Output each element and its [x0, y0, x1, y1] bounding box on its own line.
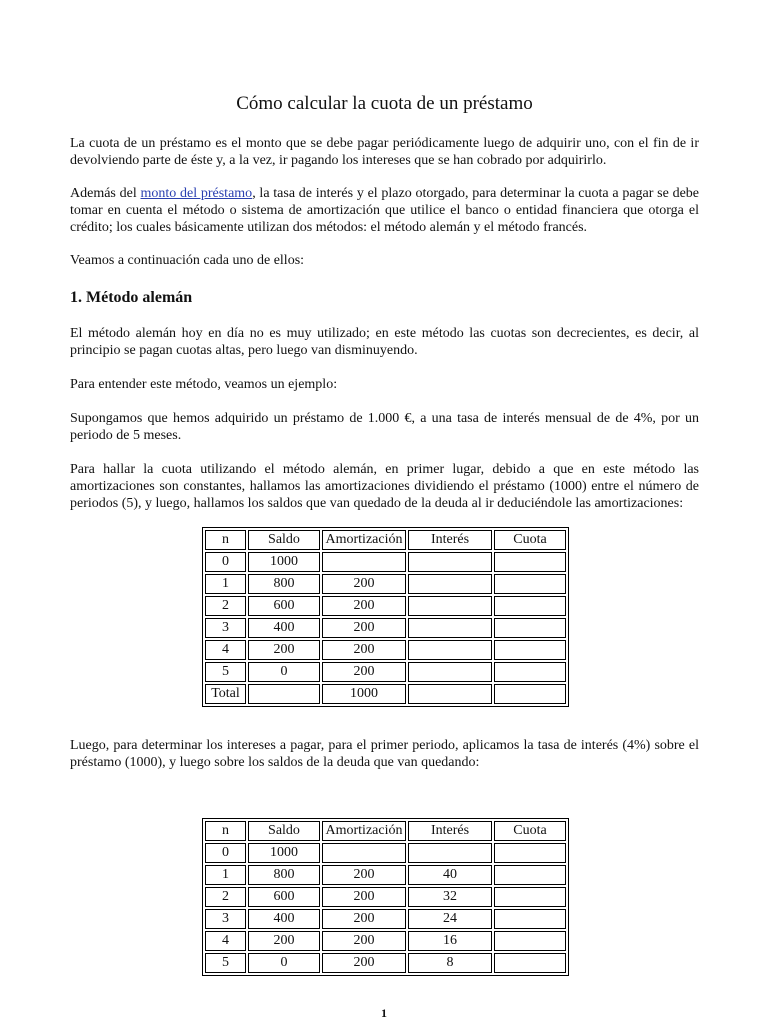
table-row: [205, 909, 566, 929]
table-cell: [494, 931, 566, 951]
table-cell: [408, 596, 492, 616]
section-heading-german-method: 1. Método alemán: [70, 289, 193, 306]
table-cell: 200: [248, 931, 320, 951]
german-method-paragraph: El método alemán hoy en día no es muy utilizado; en este método las cuotas son decrecientes, es decir, al principio se pagan cuotas altas, pero luego van disminuyendo.: [70, 326, 699, 358]
intro-paragraph: La cuota de un préstamo es el monto que se debe pagar periódicamente luego de adquirir uno, con el fin de ir devolviendo parte de éste y, a la vez, ir pagando los intereses que se han cobrado por adquirirlo.: [70, 136, 699, 168]
table-cell: 200: [322, 662, 406, 682]
table-row: [205, 662, 566, 682]
example-intro-paragraph: Para entender este método, veamos un ejemplo:: [70, 377, 338, 392]
table-cell: 2: [205, 596, 246, 616]
methods-paragraph: [70, 185, 699, 236]
table-cell: 200: [322, 865, 406, 885]
amortization-table-header-cell: Interés: [408, 530, 492, 550]
interest-table: [202, 818, 569, 976]
table-cell: [494, 662, 566, 682]
table-cell: 600: [248, 887, 320, 907]
table-row: [205, 552, 566, 572]
table-cell: 400: [248, 909, 320, 929]
table-cell: 40: [408, 865, 492, 885]
table-cell: [408, 574, 492, 594]
table-cell: [408, 684, 492, 704]
amortization-table-header-cell: n: [205, 530, 246, 550]
table-cell: [494, 865, 566, 885]
table-cell: 600: [248, 596, 320, 616]
table-cell: 200: [322, 909, 406, 929]
table-row: [205, 931, 566, 951]
table-cell: 5: [205, 953, 246, 973]
table-cell: [494, 552, 566, 572]
table-cell: 4: [205, 931, 246, 951]
table-cell: 0: [205, 843, 246, 863]
table-cell: [494, 596, 566, 616]
interest-table-header-cell: Cuota: [494, 821, 566, 841]
table-cell: [322, 843, 406, 863]
amortization-table-header-cell: Saldo: [248, 530, 320, 550]
table-cell: 400: [248, 618, 320, 638]
overview-paragraph: Veamos a continuación cada uno de ellos:: [70, 253, 305, 268]
table-cell: 200: [322, 953, 406, 973]
table-cell: [408, 843, 492, 863]
page-number: 1: [381, 1006, 387, 1020]
table-cell: 1: [205, 574, 246, 594]
amortization-table-header-cell: Cuota: [494, 530, 566, 550]
table-cell: 32: [408, 887, 492, 907]
table-cell: [408, 552, 492, 572]
table-cell: 1000: [322, 684, 406, 704]
table-cell: 1: [205, 865, 246, 885]
table-cell: [408, 640, 492, 660]
table-cell: 16: [408, 931, 492, 951]
interest-table-header-cell: Saldo: [248, 821, 320, 841]
table-cell: 200: [322, 887, 406, 907]
table-cell: [322, 552, 406, 572]
table-cell: [408, 618, 492, 638]
table-cell: 0: [248, 953, 320, 973]
amortization-table-header-cell: Amortización: [322, 530, 406, 550]
interest-table-header-cell: Amortización: [322, 821, 406, 841]
table-cell: [494, 640, 566, 660]
table-cell: [494, 574, 566, 594]
table-cell: 5: [205, 662, 246, 682]
table-cell: 1000: [248, 552, 320, 572]
page-title: Cómo calcular la cuota de un préstamo: [236, 93, 533, 114]
table-cell: Total: [205, 684, 246, 704]
table-cell: 24: [408, 909, 492, 929]
table-cell: 200: [322, 596, 406, 616]
loan-amount-link[interactable]: monto del préstamo: [140, 186, 253, 201]
interest-table-header-row: [205, 821, 566, 841]
table-cell: 1000: [248, 843, 320, 863]
interest-paragraph: Luego, para determinar los intereses a pagar, para el primer periodo, aplicamos la tasa de interés (4%) sobre el préstamo (1000), y luego sobre los saldos de la deuda que van quedando:: [70, 738, 699, 770]
table-cell: 200: [248, 640, 320, 660]
table-cell: 3: [205, 909, 246, 929]
table-row: [205, 618, 566, 638]
interest-table-header-cell: Interés: [408, 821, 492, 841]
table-cell: [408, 662, 492, 682]
interest-table-header-cell: n: [205, 821, 246, 841]
table-cell: [494, 618, 566, 638]
table-cell: [494, 684, 566, 704]
table-cell: 8: [408, 953, 492, 973]
table-cell: 800: [248, 865, 320, 885]
table-row: [205, 574, 566, 594]
table-cell: [494, 843, 566, 863]
amortization-table-header-row: [205, 530, 566, 550]
table-cell: 0: [205, 552, 246, 572]
table-cell: 200: [322, 640, 406, 660]
table-row: [205, 684, 566, 704]
table-cell: 200: [322, 618, 406, 638]
table-cell: [248, 684, 320, 704]
table-row: [205, 865, 566, 885]
table-cell: 200: [322, 574, 406, 594]
table-cell: 4: [205, 640, 246, 660]
table-row: [205, 843, 566, 863]
table-cell: 200: [322, 931, 406, 951]
table-cell: 0: [248, 662, 320, 682]
table-cell: [494, 909, 566, 929]
table-cell: 2: [205, 887, 246, 907]
table-cell: 800: [248, 574, 320, 594]
table-cell: 3: [205, 618, 246, 638]
methods-text-before: Además del: [70, 186, 141, 201]
table-cell: [494, 887, 566, 907]
table-row: [205, 640, 566, 660]
table-row: [205, 887, 566, 907]
example-paragraph: Supongamos que hemos adquirido un préstamo de 1.000 €, a una tasa de interés mensual de de 4%, por un periodo de 5 meses.: [70, 411, 699, 443]
amortization-table: [202, 527, 569, 707]
table-row: [205, 596, 566, 616]
table-cell: [494, 953, 566, 973]
table-row: [205, 953, 566, 973]
amortization-paragraph: Para hallar la cuota utilizando el método alemán, en primer lugar, debido a que en este método las amortizaciones son constantes, hallamos las amortizaciones dividiendo el préstamo (1000) entre el número de periodos (5), y luego, hallamos los saldos que van quedado de la deuda al ir deduciéndole las amortizaciones:: [70, 462, 699, 511]
methods-text-after: , la tasa de interés y el plazo otorgado, para determinar la cuota a pagar se debe tomar en cuenta el método o sistema de amortización que utilice el banco o entidad financiera que otorga el crédito; los cuales básicamente utilizan dos métodos: el método alemán y el método francés.: [70, 186, 700, 235]
